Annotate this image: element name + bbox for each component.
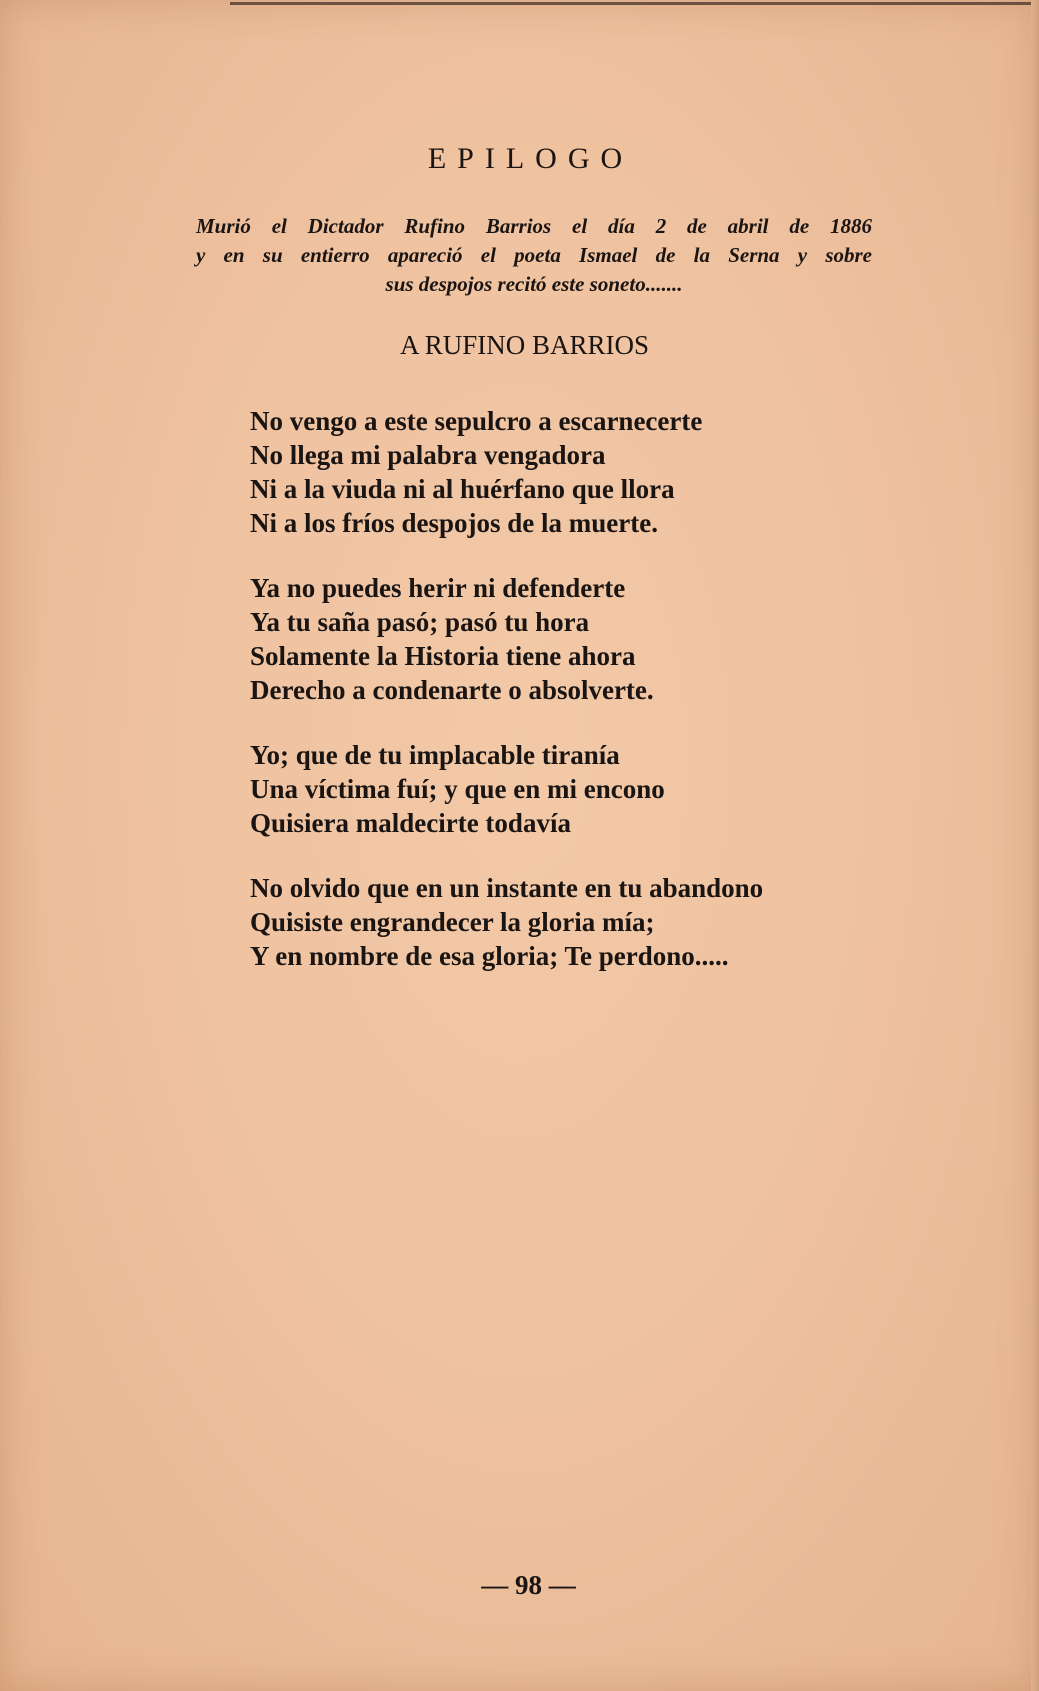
verse: Derecho a condenarte o absolverte. <box>250 675 654 705</box>
verse: Ya no puedes herir ni defenderte <box>250 573 626 603</box>
page-top-edge <box>230 2 1039 5</box>
verse: No llega mi palabra vengadora <box>250 440 606 470</box>
stanza-3 <box>250 738 850 840</box>
verse: Una víctima fuí; y que en mi encono <box>250 774 665 804</box>
verse: No olvido que en un instante en tu abandono <box>250 873 764 903</box>
verse: Yo; que de tu implacable tiranía <box>250 740 620 770</box>
chapter-heading: EPILOGO <box>427 142 634 175</box>
poem-title: A RUFINO BARRIOS <box>399 330 650 360</box>
stanza-1 <box>250 404 850 540</box>
verse: Quisiste engrandecer la gloria mía; <box>250 907 655 937</box>
verse: Ya tu saña pasó; pasó tu hora <box>250 607 590 637</box>
verse: Solamente la Historia tiene ahora <box>250 641 636 671</box>
stanza-4 <box>250 871 850 973</box>
page-right-edge <box>1031 0 1039 1691</box>
verse: Ni a la viuda ni al huérfano que llora <box>250 474 675 504</box>
sonnet <box>250 404 850 1004</box>
intro-line: y en su entierro apareció el poeta Ismael de la Serna y sobre <box>196 243 872 267</box>
intro-line: Murió el Dictador Rufino Barrios el día 2 de abril de 1886 <box>196 214 872 238</box>
verse: No vengo a este sepulcro a escarnecerte <box>250 406 703 436</box>
verse: Quisiera maldecirte todavía <box>250 808 571 838</box>
intro-paragraph <box>196 212 872 299</box>
verse: Y en nombre de esa gloria; Te perdono..... <box>250 941 729 971</box>
intro-line: sus despojos recitó este soneto....... <box>385 272 683 296</box>
verse: Ni a los fríos despojos de la muerte. <box>250 508 658 538</box>
stanza-2 <box>250 571 850 707</box>
page-number: — 98 — <box>481 1570 576 1600</box>
